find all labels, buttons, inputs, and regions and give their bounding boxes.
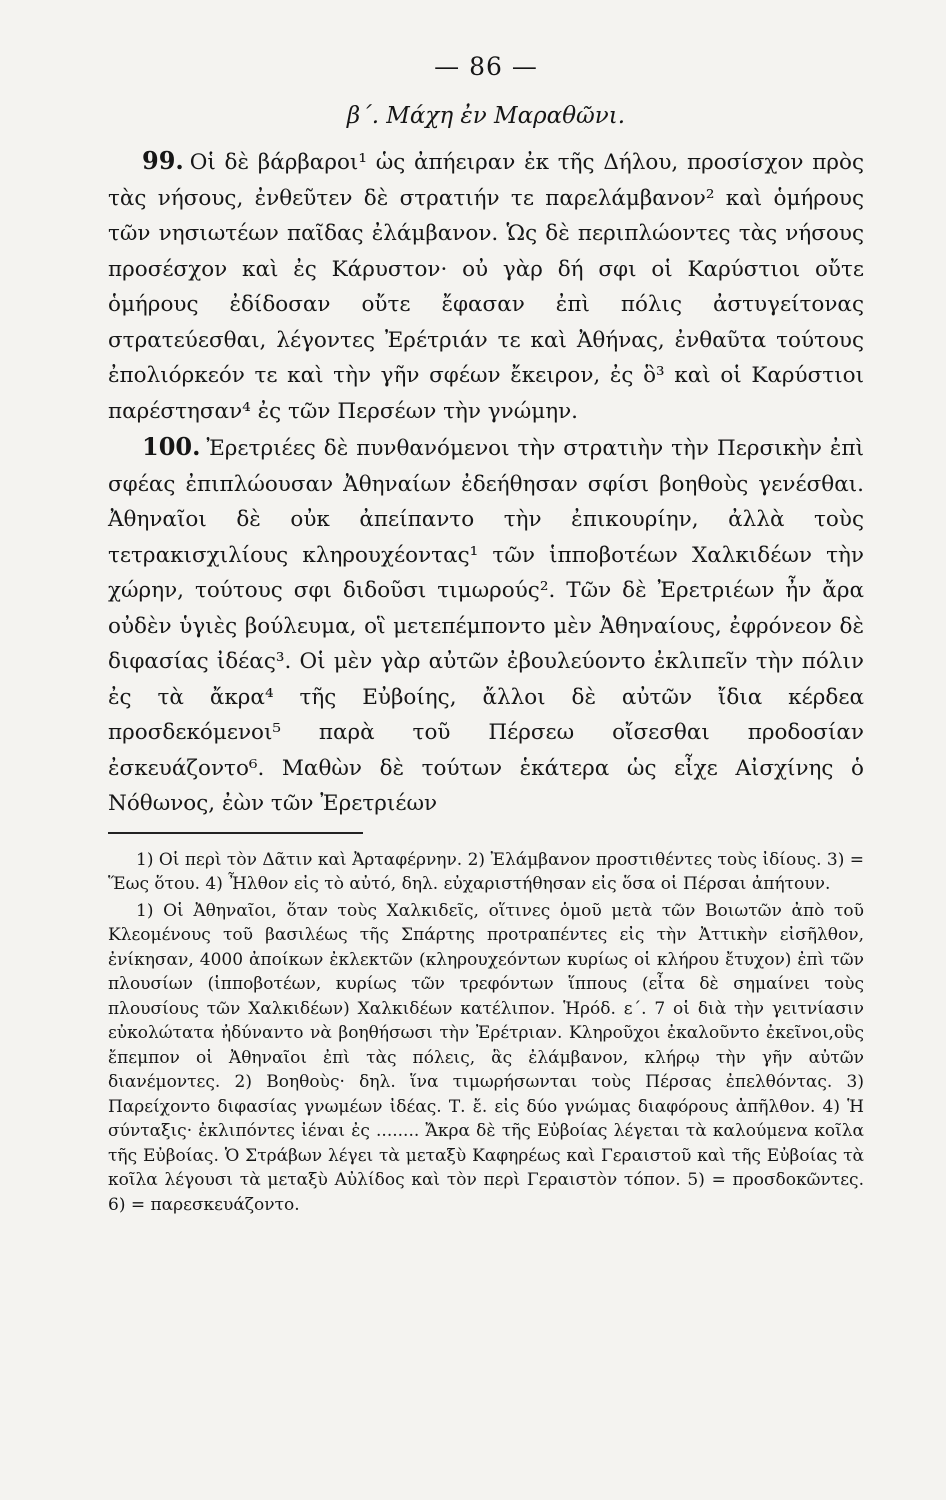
footnote-block-2: 1) Οἱ Ἀθηναῖοι, ὅταν τοὺς Χαλκιδεῖς, οἵτινες ὁμοῦ μετὰ τῶν Βοιωτῶν ἀπὸ τοῦ Κλεομένους τοῦ βασιλέως τῆς Σπάρτης προτραπέντες εἰς τὴν Ἀττικὴν εἰσῆλθον, ἐνίκησαν, 4000 ἀποίκων ἐκλεκτῶν (κληρουχεόντων κυρίως οἱ κλήρου ἔτυχον) ἐπὶ τῶν πλουσίων (ἱπποβοτέων, κυρίως τῶν τρεφόντων ἵππους (εἶτα δὲ σημαίνει τοὺς πλουσίους τῶν Χαλκιδέων) Χαλκιδέων κατέλιπον. Ἡρόδ. ε΄. 7 οἱ διὰ τὴν γειτνίασιν εὐκολώτατα ἠδύναντο νὰ βοηθήσωσι τὴν Ἐρέτριαν. Κληροῦχοι ἐκαλοῦντο ἐκεῖνοι,οὓς ἔπεμπον οἱ Ἀθηναῖοι ἐπὶ τὰς πόλεις, ἃς ἐλάμβανον, κλήρῳ τὴν γῆν αὐτῶν διανέμοντες. 2) Βοηθοὺς· δηλ. ἵνα τιμωρήσωνται τοὺς Πέρσας ἐπελθόντας. 3) Παρείχοντο διφασίας γνωμέων ἰδέας. Τ. ἔ. εἰς δύο γνώμας διαφόρους ἀπῆλθον. 4) Ἡ σύνταξις· ἐκλιπόντες ἰέναι ἐς ........ Ἄκρα δὲ τῆς Εὐβοίας λέγεται τὰ καλούμενα κοῖλα τῆς Εὐβοίας. Ὁ Στράβων λέγει τὰ μεταξὺ Καφηρέως καὶ Γεραιστοῦ καὶ τῆς Εὐβοίας τὰ κοῖλα λέγουσι τὰ μεταξὺ Αὐλίδος καὶ τὸν περὶ Γεραιστὸν τόπον. 5) = προσδοκῶντες. 6) = παρεσκευάζοντο. (108, 900, 864, 1215)
paragraph-number: 99. (142, 146, 184, 175)
book-page (108, 52, 864, 1219)
footnote-block-1: 1) Οἱ περὶ τὸν Δᾶτιν καὶ Ἀρταφέρνην. 2) Ἐλάμβανον προστιθέντες τοὺς ἰδίους. 3) = Ἕως ὅτου. 4) Ἦλθον εἰς τὸ αὐτό, δηλ. εὐχαριστήθησαν εἰς ὅσα οἱ Πέρσαι ἀπήτουν. (108, 849, 864, 894)
footnote-divider (108, 832, 363, 834)
section-title: β΄. Μάχη ἐν Μαραθῶνι. (346, 103, 626, 129)
paragraph-99 (108, 143, 864, 429)
page-number: — 86 — (434, 52, 538, 81)
paragraph-100 (108, 429, 864, 822)
paragraph-text: Οἱ δὲ βάρβαροι¹ ὡς ἀπήειραν ἐκ τῆς Δήλου, προσίσχον πρὸς τὰς νήσους, ἐνθεῦτεν δὲ στρατιήν τε παρελάμβανον² καὶ ὁμήρους τῶν νησιωτέων παῖδας ἐλάμβανον. Ὡς δὲ περιπλώοντες τὰς νήσους προσέσχον καὶ ἐς Κάρυστον· οὐ γὰρ δή σφι οἱ Καρύστιοι οὔτε ὁμήρους ἐδίδοσαν οὔτε ἔφασαν ἐπὶ πόλις ἀστυγείτονας στρατεύεσθαι, λέγοντες Ἐρέτριάν τε καὶ Ἀθήνας, ἐνθαῦτα τούτους ἐπολιόρκεόν τε καὶ τὴν γῆν σφέων ἔκειρον, ἐς ὃ³ καὶ οἱ Καρύστιοι παρέστησαν⁴ ἐς τῶν Περσέων τὴν γνώμην. (108, 150, 864, 424)
paragraph-text: Ἐρετριέες δὲ πυνθανόμενοι τὴν στρατιὴν τὴν Περσικὴν ἐπὶ σφέας ἐπιπλώουσαν Ἀθηναίων ἐδεήθησαν σφίσι βοηθοὺς γενέσθαι. Ἀθηναῖοι δὲ οὐκ ἀπείπαντο τὴν ἐπικουρίην, ἀλλὰ τοὺς τετρακισχιλίους κληρουχέοντας¹ τῶν ἱπποβοτέων Χαλκιδέων τὴν χώρην, τούτους σφι διδοῦσι τιμωρούς². Τῶν δὲ Ἐρετριέων ἦν ἄρα οὐδὲν ὑγιὲς βούλευμα, οἳ μετεπέμποντο μὲν Ἀθηναίους, ἐφρόνεον δὲ διφασίας ἰδέας³. Οἱ μὲν γὰρ αὐτῶν ἐβουλεύοντο ἐκλιπεῖν τὴν πόλιν ἐς τὰ ἄκρα⁴ τῆς Εὐβοίης, ἄλλοι δὲ αὐτῶν ἴδια κέρδεα προσδεκόμενοι⁵ παρὰ τοῦ Πέρσεω οἴσεσθαι προδοσίαν ἐσκευάζοντο⁶. Μαθὼν δὲ τούτων ἑκάτερα ὡς εἶχε Αἰσχίνης ὁ Νόθωνος, ἐὼν τῶν Ἐρετριέων (108, 436, 864, 816)
paragraph-number: 100. (142, 432, 201, 461)
footnotes (108, 848, 864, 1218)
